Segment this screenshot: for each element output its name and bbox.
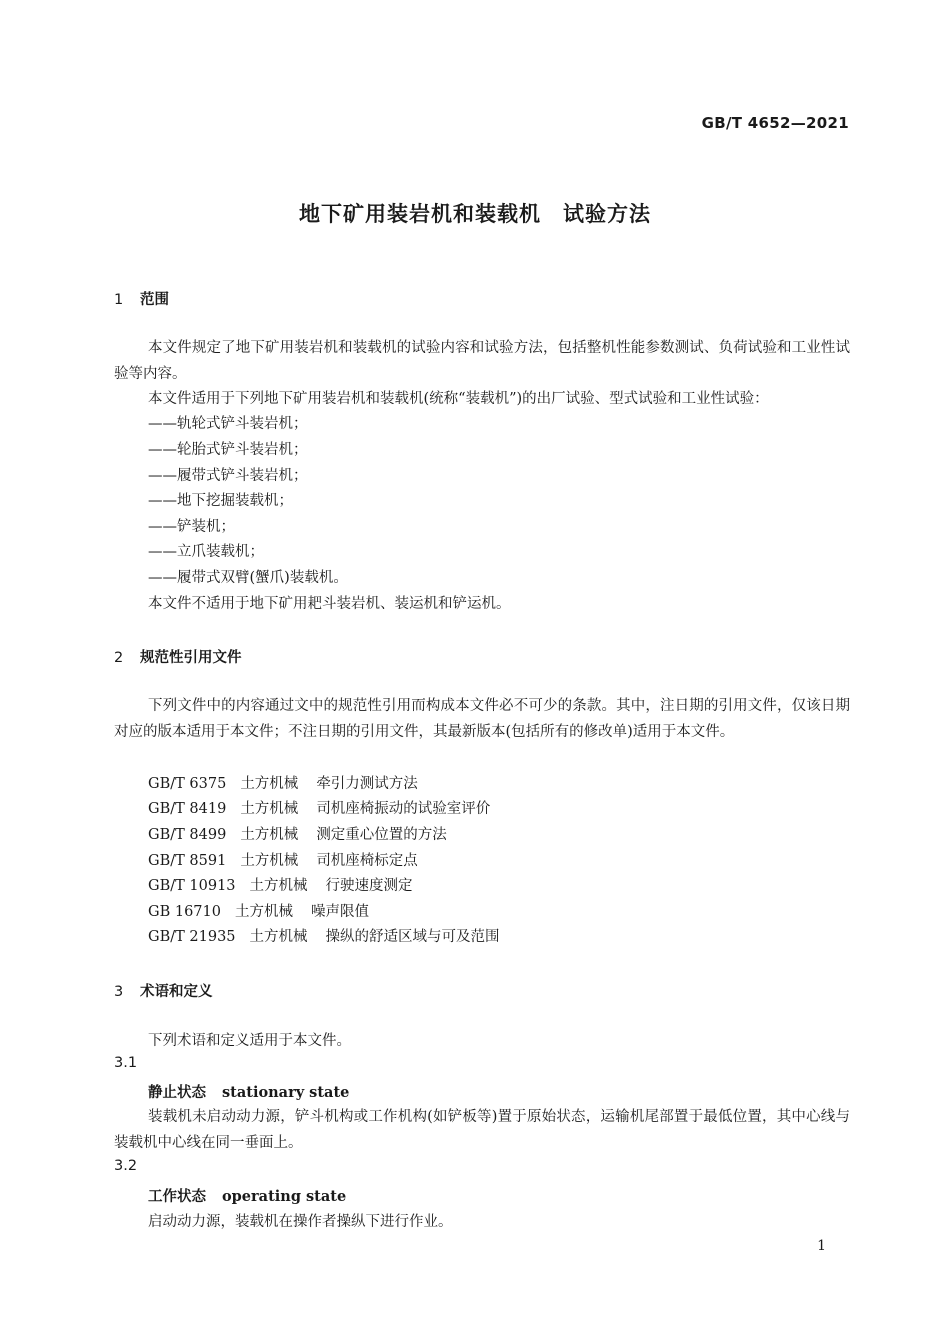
list-item: ——铲装机； (148, 519, 235, 535)
clause-number: 3.1 (114, 1055, 138, 1071)
ref-part2: 噪声限值 (310, 904, 369, 920)
reference-item (148, 849, 418, 870)
ref-part2: 操纵的舒适区域与可及范围 (325, 929, 500, 945)
section-3-heading (114, 980, 213, 1001)
ref-part2: 司机座椅振动的试验室评价 (316, 801, 491, 817)
paragraph: 本文件适用于下列地下矿用装岩机和装载机(统称“装载机”)的出厂试验、型式试验和工业性试验： (148, 391, 769, 407)
paragraph: 下列术语和定义适用于本文件。 (148, 1033, 351, 1049)
list-item: ——立爪装载机； (148, 544, 264, 560)
ref-code: GB/T 21935 (148, 929, 236, 945)
document-title: 地下矿用装岩机和装载机 试验方法 (299, 202, 651, 226)
ref-code: GB/T 10913 (148, 878, 236, 894)
section-title: 范围 (140, 292, 169, 308)
section-1-heading (114, 288, 169, 309)
reference-item (148, 925, 500, 946)
ref-part1: 土方机械 (249, 929, 308, 945)
list-item: ——轮胎式铲斗装岩机； (148, 442, 308, 458)
reference-item (148, 797, 490, 818)
ref-part2: 司机座椅标定点 (316, 853, 418, 869)
paragraph: 下列文件中的内容通过文中的规范性引用而构成本文件必不可少的条款。其中，注日期的引用文件，仅该日期对应的版本适用于本文件；不注日期的引用文件，其最新版本(包括所有的修改单)适用于本文件。 (114, 698, 850, 740)
ref-part1: 土方机械 (240, 776, 299, 792)
ref-code: GB/T 8591 (148, 853, 227, 869)
page-number: 1 (817, 1238, 826, 1254)
reference-item (148, 772, 418, 793)
section-title: 规范性引用文件 (140, 650, 242, 666)
ref-code: GB 16710 (148, 904, 221, 920)
term-chinese: 工作状态 (148, 1189, 206, 1205)
clause-number: 3.2 (114, 1158, 138, 1174)
list-item: ——轨轮式铲斗装岩机； (148, 416, 308, 432)
ref-part1: 土方机械 (249, 878, 308, 894)
reference-item (148, 874, 413, 895)
ref-part2: 牵引力测试方法 (316, 776, 418, 792)
list-item: ——履带式铲斗装岩机； (148, 468, 308, 484)
ref-part1: 土方机械 (240, 853, 299, 869)
paragraph: 本文件规定了地下矿用装岩机和装载机的试验内容和试验方法，包括整机性能参数测试、负荷试验和工业性试验等内容。 (114, 340, 850, 382)
ref-part2: 测定重心位置的方法 (316, 827, 447, 843)
reference-item (148, 823, 447, 844)
ref-code: GB/T 6375 (148, 776, 227, 792)
term-entry (148, 1081, 349, 1102)
section-number: 1 (114, 292, 124, 308)
ref-code: GB/T 8419 (148, 801, 227, 817)
term-english: operating state (222, 1188, 347, 1205)
term-definition: 装载机未启动动力源，铲斗机构或工作机构(如铲板等)置于原始状态，运输机尾部置于最低位置，其中心线与装载机中心线在同一垂面上。 (114, 1109, 850, 1151)
list-item: ——履带式双臂(蟹爪)装载机。 (148, 570, 348, 586)
ref-part2: 行驶速度测定 (325, 878, 413, 894)
standard-code: GB/T 4652—2021 (701, 114, 849, 132)
term-definition: 启动动力源，装载机在操作者操纵下进行作业。 (148, 1214, 453, 1230)
section-number: 2 (114, 650, 124, 666)
reference-item (148, 900, 369, 921)
term-english: stationary state (222, 1084, 350, 1101)
ref-part1: 土方机械 (240, 827, 299, 843)
term-chinese: 静止状态 (148, 1085, 206, 1101)
ref-code: GB/T 8499 (148, 827, 227, 843)
section-2-heading (114, 646, 242, 667)
section-title: 术语和定义 (140, 984, 213, 1000)
list-item: ——地下挖掘装载机； (148, 493, 293, 509)
ref-part1: 土方机械 (234, 904, 293, 920)
section-number: 3 (114, 984, 124, 1000)
paragraph: 本文件不适用于地下矿用耙斗装岩机、装运机和铲运机。 (148, 596, 511, 612)
ref-part1: 土方机械 (240, 801, 299, 817)
term-entry (148, 1185, 346, 1206)
